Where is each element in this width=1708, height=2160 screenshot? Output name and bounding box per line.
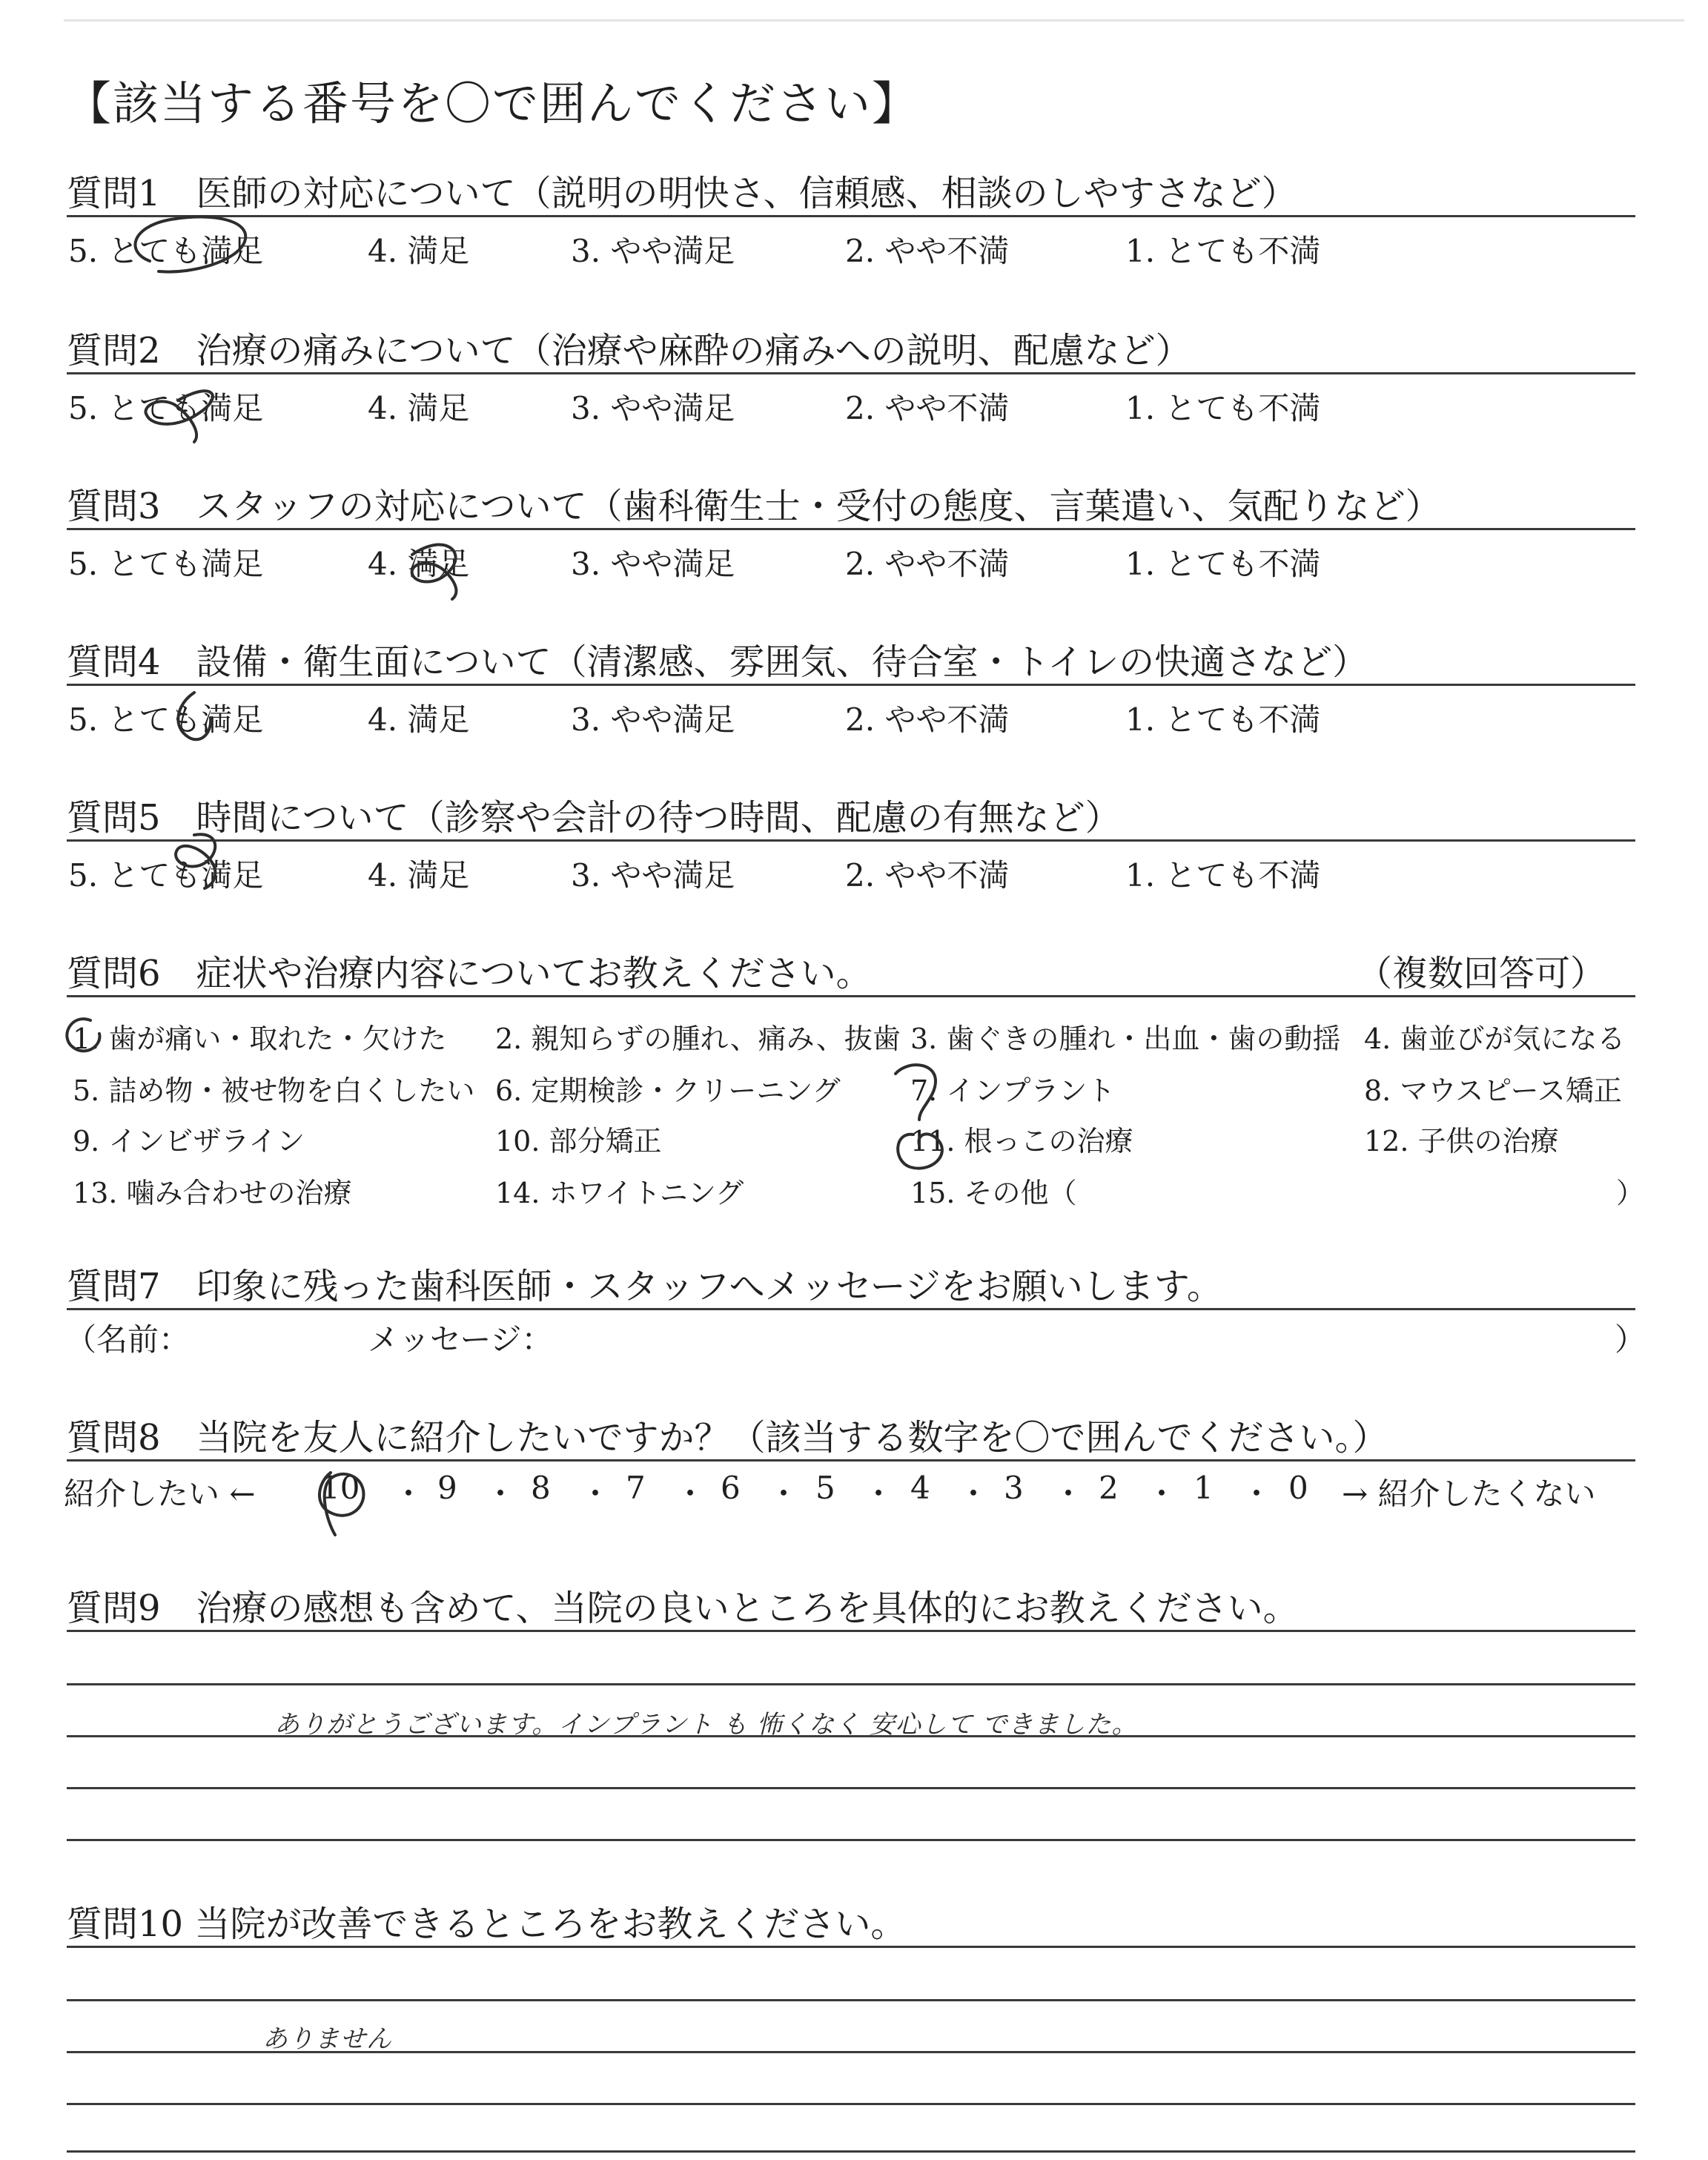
q3-option-4[interactable]: 4. 満足 (368, 546, 470, 582)
question-2-title: 質問2 治療の痛みについて（治療や麻酔の痛みへの説明、配慮など） (67, 330, 1191, 371)
question-6-rule (67, 995, 1635, 997)
q1-option-3[interactable]: 3. やや満足 (571, 233, 735, 269)
q8-separator: ・ (675, 1476, 706, 1512)
question-4-rule (67, 684, 1635, 686)
q7-name-label: （名前： (65, 1321, 191, 1358)
q8-separator: ・ (958, 1476, 990, 1512)
q6-option-10[interactable]: 10. 部分矯正 (495, 1125, 662, 1157)
q8-separator: ・ (1053, 1476, 1085, 1512)
q1-option-4[interactable]: 4. 満足 (368, 233, 470, 269)
question-4-title: 質問4 設備・衛生面について（清潔感、雰囲気、待合室・トイレの快適さなど） (67, 641, 1368, 683)
q8-value-10[interactable]: 10 (320, 1470, 360, 1506)
q10-writing-line (67, 1999, 1635, 2001)
page-title: 【該当する番号を〇で囲んでください】 (65, 76, 920, 131)
q6-option-11[interactable]: 11. 根っこの治療 (910, 1125, 1133, 1157)
question-7 (67, 1258, 1635, 1309)
q2-option-3[interactable]: 3. やや満足 (571, 390, 735, 426)
q6-option-9[interactable]: 9. インビザライン (73, 1125, 305, 1157)
q2-option-1[interactable]: 1. とても不満 (1125, 390, 1321, 426)
q1-option-5[interactable]: 5. とても満足 (68, 233, 264, 269)
q8-separator: ・ (768, 1476, 800, 1512)
q5-option-1[interactable]: 1. とても不満 (1125, 857, 1321, 894)
top-divider (64, 19, 1684, 22)
question-1-rule (67, 215, 1635, 217)
question-7-rule (67, 1308, 1635, 1310)
q3-option-5[interactable]: 5. とても満足 (68, 546, 264, 582)
q8-value-9[interactable]: 9 (437, 1470, 457, 1506)
q8-value-7[interactable]: 7 (626, 1470, 646, 1506)
q5-option-2[interactable]: 2. やや不満 (845, 857, 1010, 894)
q5-option-3[interactable]: 3. やや満足 (571, 857, 735, 894)
q8-value-0[interactable]: 0 (1288, 1470, 1308, 1506)
question-10-rule (67, 1946, 1635, 1948)
question-3-title: 質問3 スタッフの対応について（歯科衛生士・受付の態度、言葉遣い、気配りなど） (67, 486, 1441, 527)
q6-option-6[interactable]: 6. 定期検診・クリーニング (495, 1074, 841, 1107)
q6-option-5[interactable]: 5. 詰め物・被せ物を白くしたい (73, 1074, 475, 1107)
q6-option-12[interactable]: 12. 子供の治療 (1364, 1125, 1559, 1157)
q2-option-4[interactable]: 4. 満足 (368, 390, 470, 426)
q5-option-4[interactable]: 4. 満足 (368, 857, 470, 894)
q1-option-1[interactable]: 1. とても不満 (1125, 233, 1321, 269)
q6-option-3[interactable]: 3. 歯ぐきの腫れ・出血・歯の動揺 (910, 1023, 1341, 1055)
q8-value-2[interactable]: 2 (1099, 1470, 1119, 1506)
q6-option-7[interactable]: 7. インプラント (910, 1074, 1116, 1107)
q6-option-8[interactable]: 8. マウスピース矯正 (1364, 1074, 1622, 1107)
question-7-title: 質問7 印象に残った歯科医師・スタッフへメッセージをお願いします。 (67, 1266, 1222, 1307)
question-5-rule (67, 839, 1635, 842)
question-9-title: 質問9 治療の感想も含めて、当院の良いところを具体的にお教えください。 (67, 1588, 1299, 1629)
question-5 (67, 789, 1635, 841)
q6-option-15[interactable]: 15. その他（ (910, 1177, 1077, 1209)
q2-option-5[interactable]: 5. とても満足 (68, 390, 264, 426)
question-9-rule (67, 1630, 1635, 1632)
q8-scale (64, 1470, 1635, 1514)
question-1 (67, 165, 1635, 217)
q8-separator: ・ (863, 1476, 895, 1512)
q4-option-1[interactable]: 1. とても不満 (1125, 701, 1321, 738)
question-6-note: （複数回答可） (1356, 953, 1606, 994)
q9-handwritten-answer[interactable]: ありがとうございます。インプラント も 怖くなく 安心して できました。 (274, 1710, 1138, 1740)
q8-value-1[interactable]: 1 (1194, 1470, 1214, 1506)
q6-option-14[interactable]: 14. ホワイトニング (495, 1177, 744, 1209)
q3-option-3[interactable]: 3. やや満足 (571, 546, 735, 582)
q3-option-1[interactable]: 1. とても不満 (1125, 546, 1321, 582)
question-6-title: 質問6 症状や治療内容についてお教えください。 (67, 953, 872, 994)
question-8-rule (67, 1459, 1635, 1462)
q8-value-6[interactable]: 6 (721, 1470, 741, 1506)
q6-option-2[interactable]: 2. 親知らずの腫れ、痛み、抜歯 (495, 1023, 901, 1055)
q4-option-2[interactable]: 2. やや不満 (845, 701, 1010, 738)
question-5-title: 質問5 時間について（診察や会計の待つ時間、配慮の有無など） (67, 797, 1121, 839)
question-3-rule (67, 528, 1635, 530)
question-10-title: 質問10 当院が改善できるところをお教えください。 (67, 1903, 907, 1945)
q6-option-15-close: ） (1616, 1177, 1645, 1209)
q8-separator: ・ (580, 1476, 612, 1512)
question-1-title: 質問1 医師の対応について（説明の明快さ、信頼感、相談のしやすさなど） (67, 173, 1297, 214)
q7-message-label[interactable]: メッセージ： (368, 1321, 553, 1358)
question-2 (67, 322, 1635, 374)
question-8 (67, 1409, 1635, 1461)
q8-value-5[interactable]: 5 (815, 1470, 835, 1506)
q10-writing-line (67, 2150, 1635, 2153)
q8-right-label: → 紹介したくない (1342, 1476, 1596, 1512)
question-8-title: 質問8 当院を友人に紹介したいですか？（該当する数字を〇で囲んでください。） (67, 1417, 1388, 1459)
q8-value-8[interactable]: 8 (531, 1470, 551, 1506)
q4-option-3[interactable]: 3. やや満足 (571, 701, 735, 738)
q8-left-label: 紹介したい ← (64, 1476, 256, 1512)
q8-separator: ・ (393, 1476, 425, 1512)
q8-value-4[interactable]: 4 (910, 1470, 930, 1506)
q4-option-5[interactable]: 5. とても満足 (68, 701, 264, 738)
q9-writing-line (67, 1839, 1635, 1841)
question-9 (67, 1579, 1635, 1631)
q2-option-2[interactable]: 2. やや不満 (845, 390, 1010, 426)
question-3 (67, 478, 1635, 529)
q1-option-2[interactable]: 2. やや不満 (845, 233, 1010, 269)
q7-close: ） (1615, 1321, 1646, 1358)
q3-option-2[interactable]: 2. やや不満 (845, 546, 1010, 582)
question-2-rule (67, 372, 1635, 374)
q8-separator: ・ (1241, 1476, 1273, 1512)
q6-option-1[interactable]: 1. 歯が痛い・取れた・欠けた (73, 1023, 447, 1055)
q8-separator: ・ (485, 1476, 517, 1512)
q6-option-4[interactable]: 4. 歯並びが気になる (1364, 1023, 1626, 1055)
q9-writing-line (67, 1787, 1635, 1789)
question-10 (67, 1895, 1635, 1947)
question-6 (67, 945, 1635, 997)
q10-writing-line (67, 2103, 1635, 2105)
q4-option-4[interactable]: 4. 満足 (368, 701, 470, 738)
q10-handwritten-answer[interactable]: ありません (262, 2024, 392, 2054)
question-4 (67, 633, 1635, 685)
q5-option-5[interactable]: 5. とても満足 (68, 857, 264, 894)
q6-option-13[interactable]: 13. 噛み合わせの治療 (73, 1177, 352, 1209)
q8-value-3[interactable]: 3 (1004, 1470, 1024, 1506)
q9-writing-line (67, 1683, 1635, 1685)
q8-separator: ・ (1146, 1476, 1178, 1512)
